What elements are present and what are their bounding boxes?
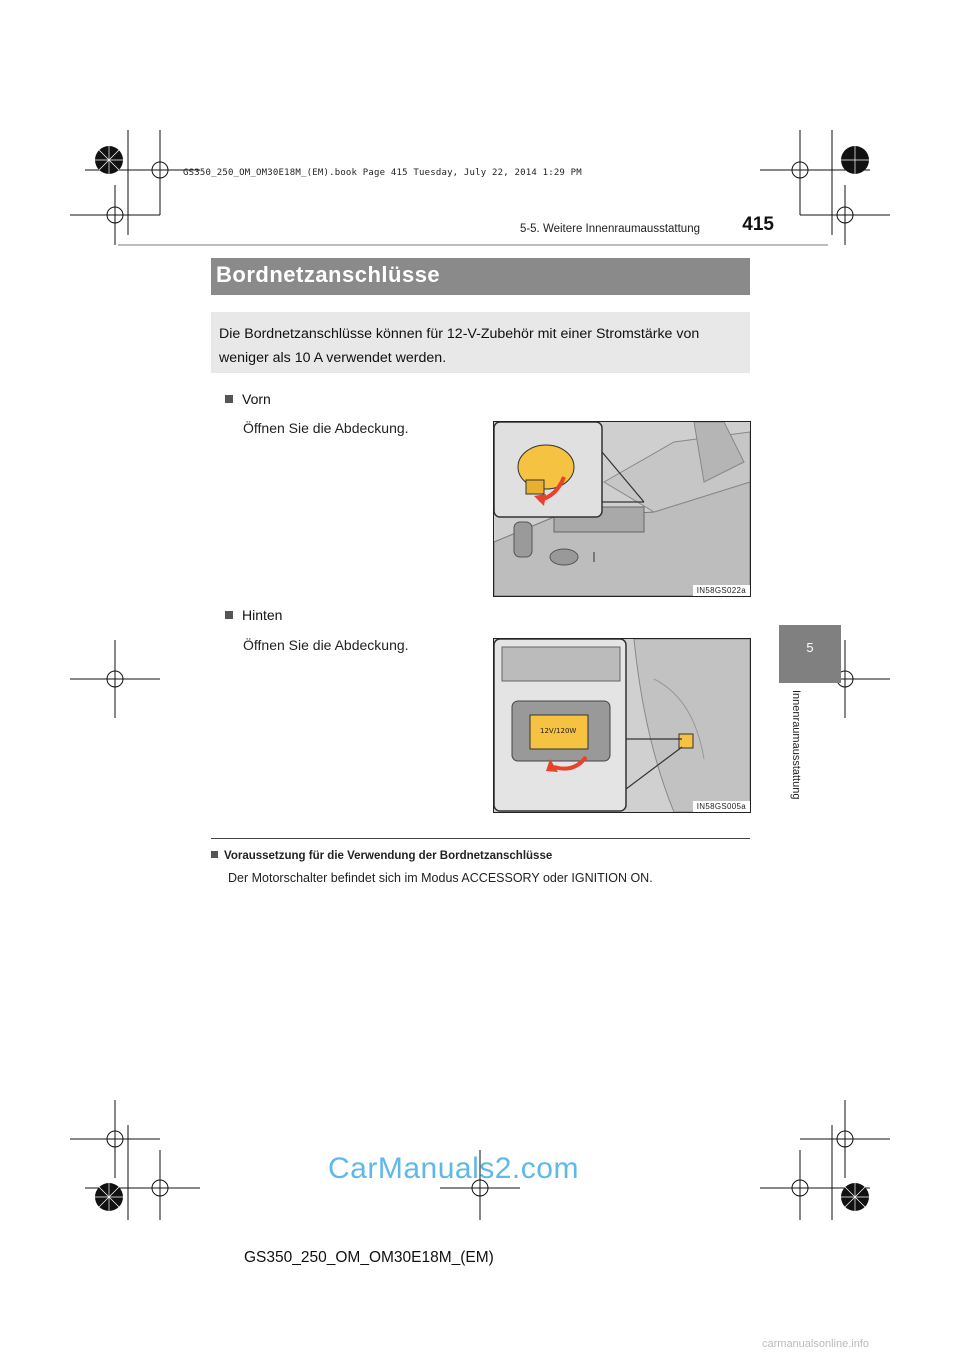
section-header: 5-5. Weitere Innenraumausstattung xyxy=(519,223,700,235)
step-front: Öffnen Sie die Abdeckung. xyxy=(243,420,409,436)
watermark-top: CarManuals2.com xyxy=(328,1152,579,1185)
note-rule xyxy=(211,838,750,839)
bullet-square-icon xyxy=(225,395,233,403)
page-title: Bordnetzanschlüsse xyxy=(216,262,441,287)
chapter-label: Innenraumausstattung xyxy=(790,690,802,800)
section-heading-front: Vorn xyxy=(225,391,271,407)
figure-code-rear: IN58GS005a xyxy=(693,801,750,812)
chapter-number: 5 xyxy=(806,640,814,655)
figure-front-power-outlet xyxy=(493,421,751,597)
print-info: GS350_250_OM_OM30E18M_(EM).book Page 415 Tuesday, July 22, 2014 1:29 PM xyxy=(183,168,582,178)
intro-text: Die Bordnetzanschlüsse können für 12-V-Zubehör mit einer Stromstärke von weniger als 10 A verwendet werden. xyxy=(219,326,700,366)
section-heading-rear: Hinten xyxy=(225,607,282,623)
page-number: 415 xyxy=(742,214,774,235)
note-heading: Voraussetzung für die Verwendung der Bordnetzanschlüsse xyxy=(211,850,552,862)
header-rule xyxy=(118,244,828,246)
front-console-illustration xyxy=(494,422,750,596)
bullet-square-icon xyxy=(211,851,218,858)
note-body: Der Motorschalter befindet sich im Modus ACCESSORY oder IGNITION ON. xyxy=(228,871,653,885)
bullet-square-icon xyxy=(225,611,233,619)
figure-code-front: IN58GS022a xyxy=(693,585,750,596)
figure-rear-power-outlet xyxy=(493,638,751,813)
footer-doc-id: GS350_250_OM_OM30E18M_(EM) xyxy=(244,1249,494,1266)
watermark-bottom: carmanualsonline.info xyxy=(762,1338,870,1350)
step-rear: Öffnen Sie die Abdeckung. xyxy=(243,637,409,653)
rear-console-illustration xyxy=(494,639,750,812)
socket-label: 12V/120W xyxy=(540,727,577,735)
